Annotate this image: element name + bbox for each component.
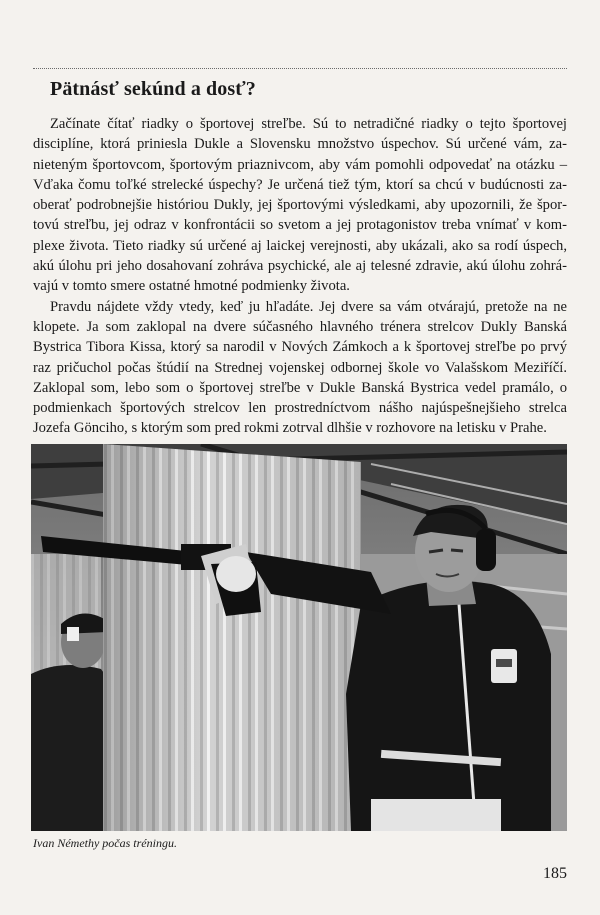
section-heading: Pätnásť sekúnd a dosť? <box>50 78 256 100</box>
paragraph-2: Pravdu nájdete vždy vtedy, keď ju hľadáte. Jej dvere sa vám otvárajú, pretože na ne klopete. Ja som zaklopal na dvere súčasného hlavného trénera strelcov Dukly Banská Bystrica Tibora Kissa, ktorý sa narodil v Nových Zámkoch a k športovej streľbe po prvý raz pričuchol počas štúdií na Strednej vojenskej odbornej škole vo Valašskom Meziříčí. Zaklopal som, lebo som o športovej streľbe v Dukle Banská Bystrica vedel pramálo, o podmienkach športových strelcov len prostredníctvom nášho najúspešnejšieho strelca Jozefa Gönciho, s ktorým som pred rokmi zotrval dlhšie v rozhovore na letisku v Prahe. <box>33 298 567 437</box>
paragraph-1: Začínate čítať riadky o športovej streľbe. Sú to netradičné riadky o tejto športovej disciplíne, ktorá priniesla Dukle a Slovensku množstvo úspechov. Sú určené vám, zanieteným športovcom, športovým priaznivcom, aby vám pomohli odpovedať na otázku – Vďaka čomu toľké strelecké úspechy? Je určená tiež tým, ktorí sa chcú v budúcnosti zaoberať podrobnejšie históriou Dukly, jej športovými výsledkami, aby upozornili, že športovú streľbu, jej odraz v konfrontácii so svetom a jej protagonistov treba vnímať v komplexe života. Tieto riadky sú určené aj laickej verejnosti, aby ukázali, ako sa rodí úspech, akú úlohu pri jeho dosahovaní zohráva psychické, ale aj telesné zdravie, akú úlohu zohrávajú v tomto smere ostatné hmotné podmienky života. <box>33 116 567 295</box>
page-number: 185 <box>543 865 567 882</box>
top-rule <box>33 68 567 69</box>
body-text <box>33 114 567 439</box>
photo-caption: Ivan Némethy počas tréningu. <box>33 836 177 850</box>
shooter-photo <box>31 444 567 831</box>
